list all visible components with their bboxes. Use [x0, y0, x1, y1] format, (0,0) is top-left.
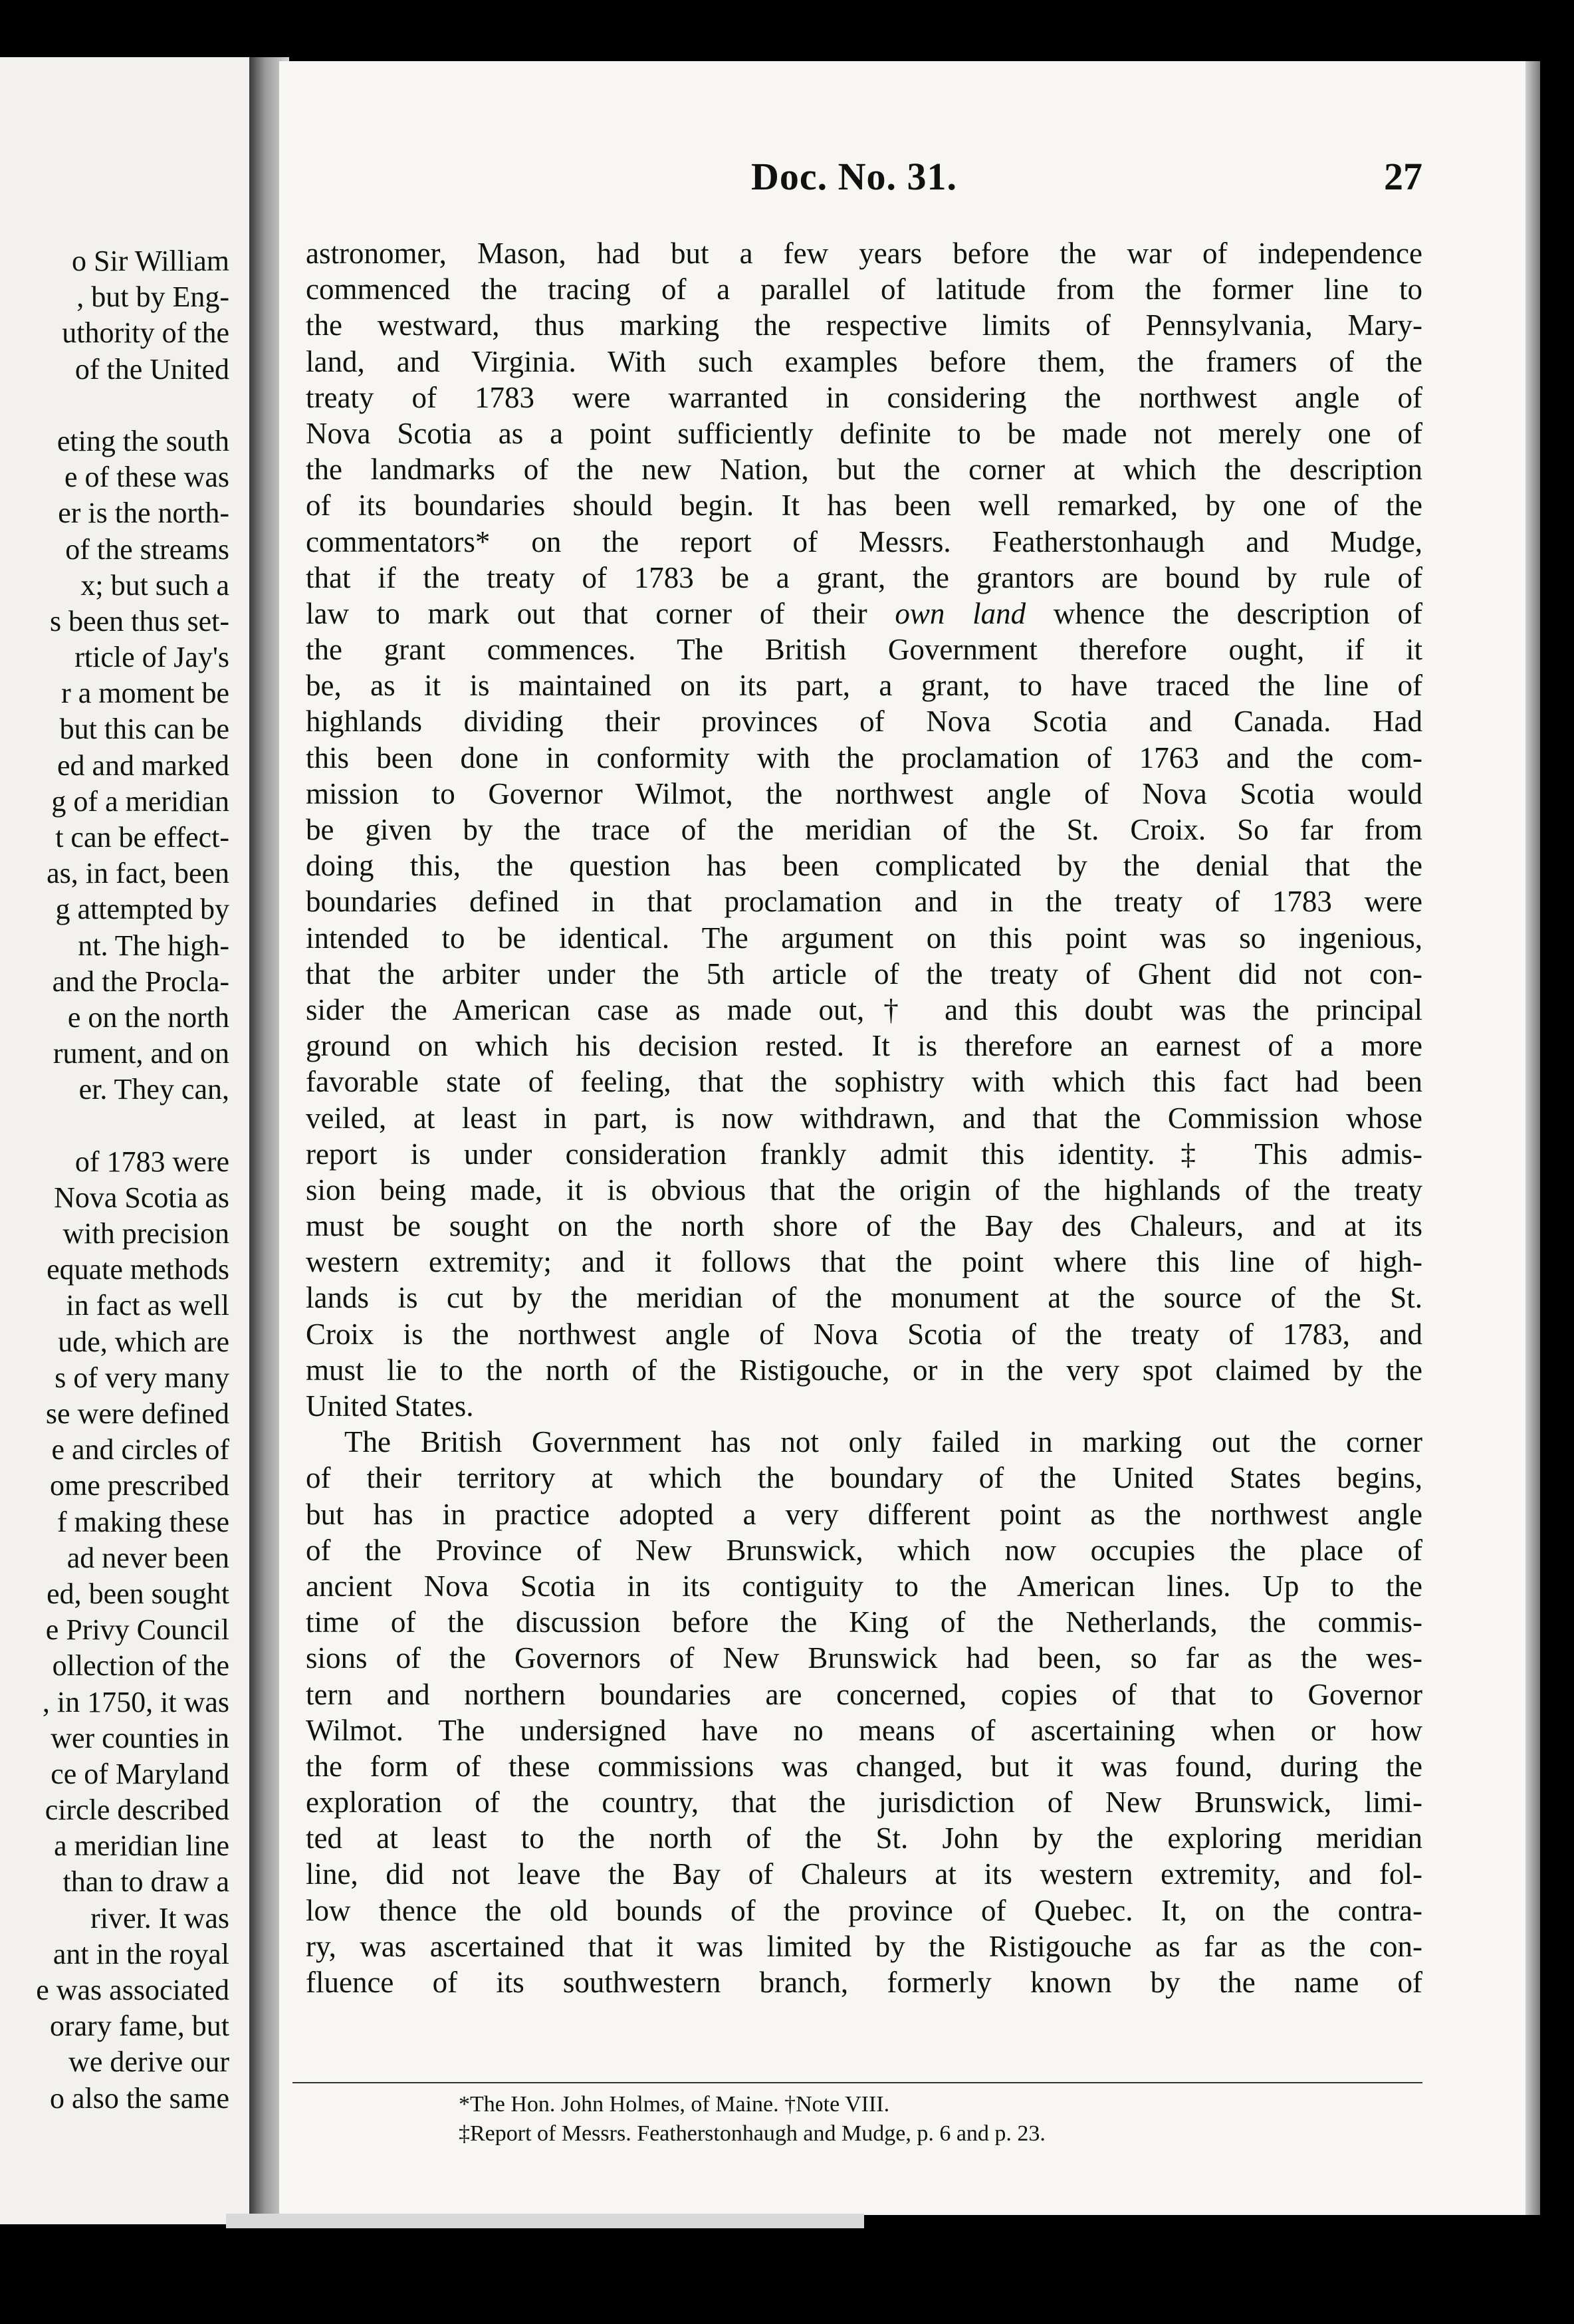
body-line: low thence the old bounds of the province of Quebec. It, on the contra-	[306, 1893, 1422, 1927]
body-line: of the Province of New Brunswick, which now occupies the place of	[306, 1533, 1422, 1567]
left-page-line: eting the south	[56, 424, 229, 457]
body-line: Wilmot. The undersigned have no means of ascertaining when or how	[306, 1713, 1422, 1747]
footnote: ‡Report of Messrs. Featherstonhaugh and Mudge, p. 6 and p. 23.	[459, 2121, 1046, 2146]
body-line: commentators* on the report of Messrs. Featherstonhaugh and Mudge,	[306, 524, 1422, 558]
body-line: mission to Governor Wilmot, the northwest angle of Nova Scotia would	[306, 776, 1422, 810]
body-line: be, as it is maintained on its part, a grant, to have traced the line of	[306, 669, 1422, 703]
body-line: the grant commences. The British Government therefore ought, if it	[306, 633, 1422, 667]
body-line: exploration of the country, that the jurisdiction of New Brunswick, limi-	[306, 1786, 1422, 1819]
left-page-line: than to draw a	[62, 1865, 229, 1899]
left-page-line: with precision	[62, 1217, 229, 1250]
body-line: be given by the trace of the meridian of the St. Croix. So far from	[306, 813, 1422, 846]
body-line: the landmarks of the new Nation, but the corner at which the description	[306, 453, 1422, 487]
left-page-line: a meridian line	[54, 1829, 229, 1863]
left-page-line: g attempted by	[55, 893, 229, 926]
left-page-line: e and circles of	[51, 1433, 229, 1466]
left-page-line: , but by Eng-	[76, 281, 229, 314]
left-page-line: orary fame, but	[50, 2010, 229, 2043]
body-line: sider the American case as made out,† and this doubt was the principal	[306, 992, 1422, 1026]
body-line: report is under consideration frankly admit this identity.‡ This admis-	[306, 1137, 1422, 1171]
body-line: this been done in conformity with the proclamation of 1763 and the com-	[306, 741, 1422, 774]
body-line: astronomer, Mason, had but a few years before the war of independence	[306, 237, 1422, 270]
left-page-line: ad never been	[66, 1541, 229, 1574]
body-line: ancient Nova Scotia in its contiguity to the American lines. Up to the	[306, 1569, 1422, 1603]
body-line: western extremity; and it follows that the point where this line of high-	[306, 1245, 1422, 1279]
left-page-line: e of these was	[64, 461, 229, 494]
left-page-line: nt. The high-	[78, 929, 229, 962]
body-line: Croix is the northwest angle of Nova Scotia of the treaty of 1783, and	[306, 1317, 1422, 1351]
left-page-line: of the United	[74, 352, 229, 386]
left-page-line	[0, 388, 229, 423]
left-page-line: as, in fact, been	[47, 857, 229, 890]
body-line: fluence of its southwestern branch, formerly known by the name of	[306, 1966, 1422, 1999]
page-number: 27	[1384, 155, 1422, 198]
left-page-line: ant in the royal	[53, 1937, 229, 1970]
left-page-line: rument, and on	[53, 1037, 229, 1070]
left-page-line: x; but such a	[80, 568, 229, 602]
body-line: United States.	[306, 1389, 474, 1423]
left-page	[0, 57, 249, 2224]
body-line: sion being made, it is obvious that the origin of the highlands of the treaty	[306, 1173, 1422, 1207]
left-page-line: and the Procla-	[52, 965, 229, 998]
body-line: that if the treaty of 1783 be a grant, the grantors are bound by rule of	[306, 560, 1422, 594]
body-line: land, and Virginia. With such examples before them, the framers of the	[306, 344, 1422, 378]
emphasis: own land	[895, 596, 1026, 630]
left-page-line: Nova Scotia as	[54, 1181, 229, 1214]
left-page-line: ude, which are	[58, 1325, 229, 1358]
body-line: ground on which his decision rested. It is therefore an earnest of a more	[306, 1029, 1422, 1063]
body-line: boundaries defined in that proclamation and in the treaty of 1783 were	[306, 885, 1422, 919]
footnotes	[459, 2090, 1389, 2149]
left-page-line: uthority of the	[62, 316, 229, 350]
left-page-line: in fact as well	[66, 1289, 229, 1322]
body-text	[306, 235, 1422, 2000]
page-edge	[1525, 61, 1540, 2215]
left-page-line: ce of Maryland	[51, 1757, 229, 1790]
body-line: sions of the Governors of New Brunswick had been, so far as the wes-	[306, 1641, 1422, 1675]
body-line: lands is cut by the meridian of the monument at the source of the St.	[306, 1281, 1422, 1315]
body-line: favorable state of feeling, that the sophistry with which this fact had been	[306, 1065, 1422, 1099]
left-page-line: equate methods	[47, 1253, 229, 1286]
left-page-line: rticle of Jay's	[74, 641, 229, 674]
body-line: must be sought on the north shore of the Bay des Chaleurs, and at its	[306, 1209, 1422, 1243]
bottom-strip	[226, 2214, 864, 2228]
left-page-line: e on the north	[67, 1000, 229, 1034]
left-page-line: er. They can,	[78, 1073, 229, 1106]
left-page-line: ollection of the	[52, 1649, 229, 1683]
left-page-line: o Sir William	[72, 245, 229, 277]
body-line: law to mark out that corner of their own land whence the description of	[306, 596, 1422, 630]
body-line: of its boundaries should begin. It has been well remarked, by one of the	[306, 489, 1422, 523]
body-line: Nova Scotia as a point sufficiently definite to be made not merely one of	[306, 416, 1422, 450]
left-page-line: se were defined	[45, 1397, 229, 1430]
body-line: The British Government has not only failed in marking out the corner	[344, 1425, 1422, 1459]
left-page-line: er is the north-	[58, 497, 229, 530]
left-page-line: e Privy Council	[45, 1613, 229, 1647]
left-page-line: but this can be	[59, 713, 229, 746]
body-line: the westward, thus marking the respective limits of Pennsylvania, Mary-	[306, 308, 1422, 342]
left-page-line	[0, 1108, 229, 1144]
body-line: of their territory at which the boundary of the United States begins,	[306, 1461, 1422, 1495]
body-line: doing this, the question has been complicated by the denial that the	[306, 849, 1422, 883]
body-line: that the arbiter under the 5th article of the treaty of Ghent did not con-	[306, 957, 1422, 990]
page-header	[279, 154, 1422, 207]
left-page-line: o also the same	[49, 2081, 229, 2115]
left-page-line: circle described	[45, 1794, 229, 1827]
body-line: highlands dividing their provinces of Nova Scotia and Canada. Had	[306, 705, 1422, 739]
body-line: intended to be identical. The argument on this point was so ingenious,	[306, 921, 1422, 955]
body-line: commenced the tracing of a parallel of latitude from the former line to	[306, 273, 1422, 306]
left-page-line: of 1783 were	[74, 1145, 229, 1178]
left-page-text	[0, 243, 229, 2117]
left-page-line: , in 1750, it was	[42, 1685, 229, 1718]
left-page-line: we derive our	[68, 2045, 229, 2079]
left-page-line: of the streams	[65, 532, 229, 566]
body-line: time of the discussion before the King of the Netherlands, the commis-	[306, 1605, 1422, 1639]
footnote: *The Hon. John Holmes, of Maine. †Note VIII.	[459, 2092, 890, 2117]
left-page-line: ome prescribed	[50, 1469, 229, 1502]
left-page-line: f making these	[56, 1505, 229, 1538]
body-line: ted at least to the north of the St. John by the exploring meridian	[306, 1821, 1422, 1855]
right-page	[279, 61, 1525, 2215]
body-line: must lie to the north of the Ristigouche, or in the very spot claimed by the	[306, 1353, 1422, 1387]
body-line: tern and northern boundaries are concerned, copies of that to Governor	[306, 1677, 1422, 1711]
left-page-line: s of very many	[55, 1361, 229, 1394]
body-line: line, did not leave the Bay of Chaleurs at its western extremity, and fol-	[306, 1857, 1422, 1891]
left-page-line: e was associated	[36, 1974, 229, 2006]
body-line: the form of these commissions was changed, but it was found, during the	[306, 1749, 1422, 1783]
left-page-line: r a moment be	[61, 677, 229, 710]
body-line: ry, was ascertained that it was limited by the Ristigouche as far as the con-	[306, 1929, 1422, 1963]
body-line: but has in practice adopted a very different point as the northwest angle	[306, 1497, 1422, 1531]
left-page-line: wer counties in	[51, 1721, 229, 1754]
left-page-line: s been thus set-	[49, 604, 229, 638]
left-page-line: ed, been sought	[47, 1577, 229, 1610]
running-head: Doc. No. 31.	[751, 155, 958, 198]
footnote-rule	[292, 2082, 1422, 2083]
body-line: treaty of 1783 were warranted in considering the northwest angle of	[306, 380, 1422, 414]
left-page-line: t can be effect-	[55, 821, 229, 854]
body-line: veiled, at least in part, is now withdrawn, and that the Commission whose	[306, 1101, 1422, 1135]
left-page-line: ed and marked	[57, 749, 229, 782]
left-page-line: g of a meridian	[51, 784, 229, 818]
left-page-line: river. It was	[90, 1901, 229, 1934]
